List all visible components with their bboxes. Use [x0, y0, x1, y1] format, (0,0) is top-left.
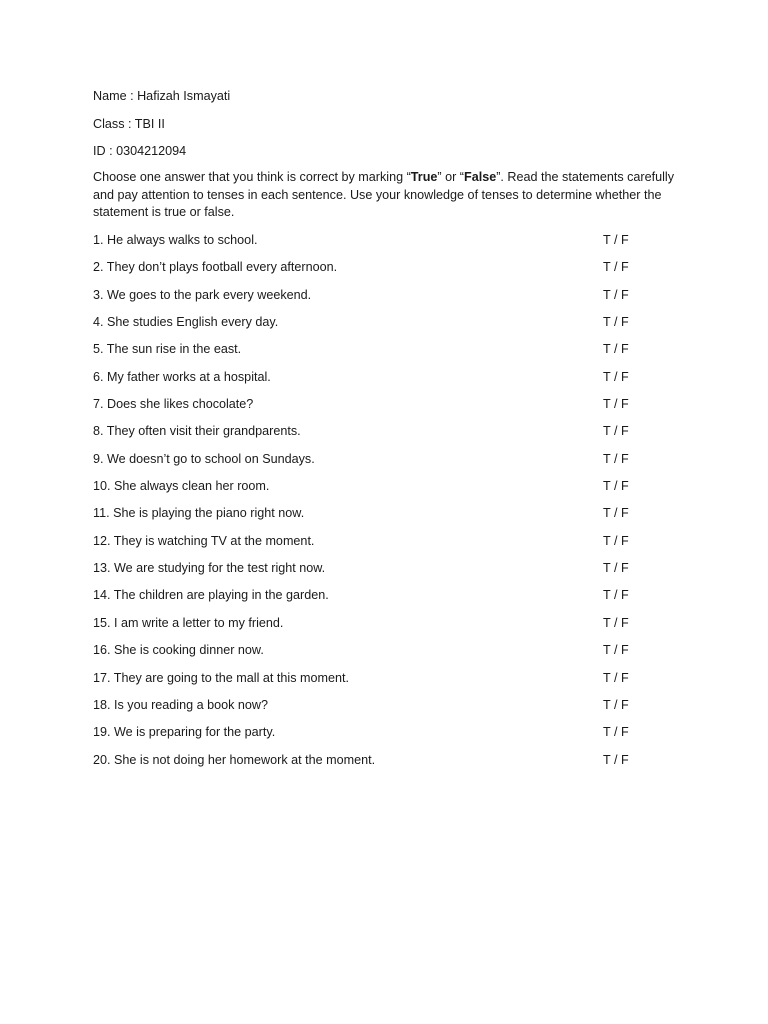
question-text: 7. Does she likes chocolate?: [93, 397, 254, 412]
student-class: Class : TBI II: [93, 117, 165, 131]
true-false-options: T / F: [603, 233, 629, 247]
question-item: [93, 752, 653, 779]
question-item: [93, 697, 653, 724]
true-false-options: T / F: [603, 615, 629, 630]
question-text: 17. They are going to the mall at this moment.: [93, 670, 349, 685]
true-false-options: T / F: [603, 697, 629, 712]
true-false-options: T / F: [603, 369, 629, 384]
question-item: [93, 232, 653, 259]
question-text: 11. She is playing the piano right now.: [93, 506, 305, 521]
instructions-text-2: ” or “: [437, 170, 464, 184]
question-item: [93, 670, 653, 697]
question-item: [93, 478, 653, 505]
true-false-options: T / F: [603, 479, 629, 494]
true-false-options: T / F: [603, 588, 629, 603]
question-item: [93, 724, 653, 751]
question-text: 14. The children are playing in the garden.: [93, 588, 329, 603]
question-text: 10. She always clean her room.: [93, 479, 270, 494]
true-false-options: T / F: [603, 342, 629, 357]
instructions-paragraph: [93, 169, 675, 222]
true-false-options: T / F: [603, 533, 629, 548]
question-text: 19. We is preparing for the party.: [93, 725, 276, 740]
question-item: [93, 642, 653, 669]
question-item: [93, 287, 653, 314]
question-item: [93, 560, 653, 587]
question-text: 15. I am write a letter to my friend.: [93, 615, 284, 630]
true-false-options: T / F: [603, 451, 629, 466]
true-false-options: T / F: [603, 506, 629, 521]
question-text: 1. He always walks to school.: [93, 233, 258, 247]
question-text: 3. We goes to the park every weekend.: [93, 287, 312, 302]
true-false-options: T / F: [603, 643, 629, 658]
true-false-options: T / F: [603, 424, 629, 439]
student-name: Name : Hafizah Ismayati: [93, 89, 231, 103]
question-item: [93, 615, 653, 642]
question-item: [93, 341, 653, 368]
true-false-options: T / F: [603, 670, 629, 685]
question-text: 5. The sun rise in the east.: [93, 342, 242, 357]
question-item: [93, 451, 653, 478]
true-false-options: T / F: [603, 260, 629, 275]
question-item: [93, 259, 653, 286]
true-false-options: T / F: [603, 315, 629, 330]
question-text: 2. They don’t plays football every afternoon.: [93, 260, 338, 275]
true-false-options: T / F: [603, 725, 629, 740]
question-item: [93, 587, 653, 614]
question-text: 12. They is watching TV at the moment.: [93, 533, 315, 548]
question-text: 13. We are studying for the test right now.: [93, 561, 326, 576]
question-item: [93, 533, 653, 560]
true-false-options: T / F: [603, 287, 629, 302]
question-text: 20. She is not doing her homework at the moment.: [93, 752, 376, 767]
question-text: 16. She is cooking dinner now.: [93, 643, 264, 658]
true-false-options: T / F: [603, 397, 629, 412]
student-id: ID : 0304212094: [93, 144, 187, 158]
true-false-options: T / F: [603, 752, 629, 767]
question-item: [93, 423, 653, 450]
question-text: 6. My father works at a hospital.: [93, 369, 271, 384]
instructions-text-3: ”. Read the statements carefully and pay attention to tenses in each sentence. Use your knowledge of tenses to determine whether the statement is true or false.: [93, 170, 675, 219]
false-keyword: False: [464, 170, 497, 184]
true-false-options: T / F: [603, 561, 629, 576]
question-item: [93, 505, 653, 532]
true-keyword: True: [410, 170, 438, 184]
question-text: 8. They often visit their grandparents.: [93, 424, 301, 439]
instructions-text-1: Choose one answer that you think is correct by marking “: [93, 170, 411, 184]
question-item: [93, 369, 653, 396]
question-item: [93, 396, 653, 423]
question-item: [93, 314, 653, 341]
question-text: 9. We doesn’t go to school on Sundays.: [93, 451, 315, 466]
question-text: 18. Is you reading a book now?: [93, 697, 269, 712]
question-text: 4. She studies English every day.: [93, 315, 279, 330]
question-list: [93, 232, 653, 779]
